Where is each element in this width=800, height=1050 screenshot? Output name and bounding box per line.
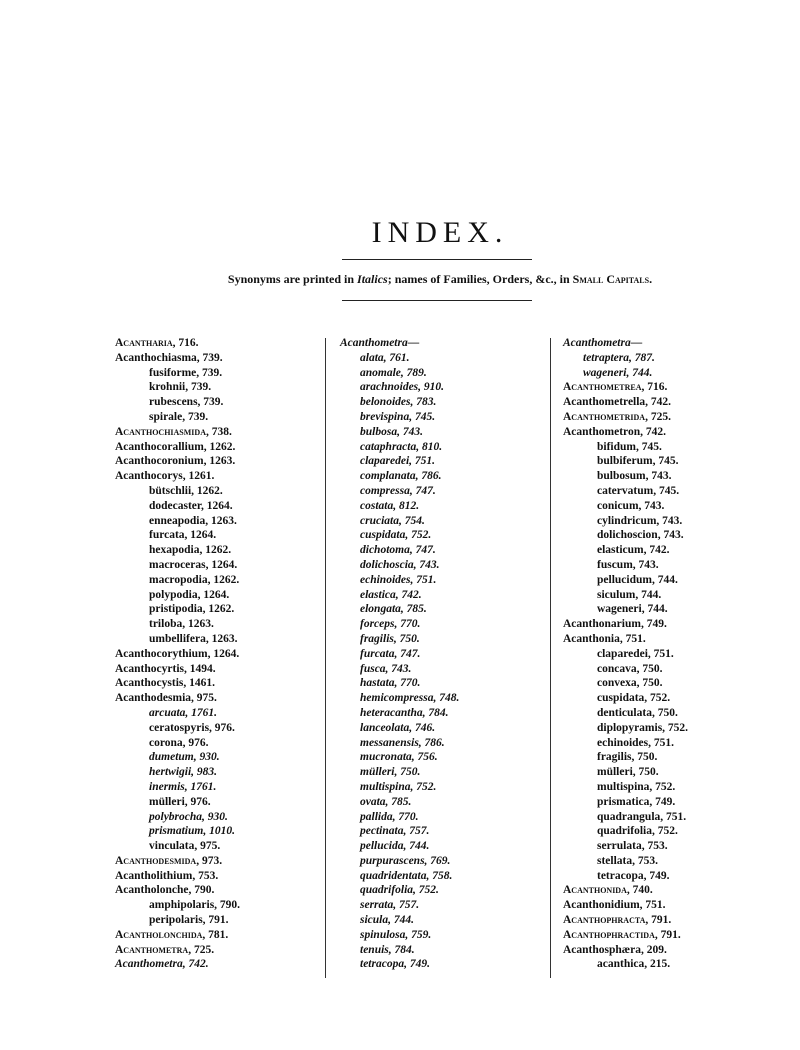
index-entry: hexapodia, 1262. bbox=[149, 544, 232, 557]
index-entry: spirale, 739. bbox=[149, 410, 209, 423]
index-entry: peripolaris, 791. bbox=[149, 914, 229, 927]
index-entry: Acanthochiasmida, 738. bbox=[115, 425, 232, 438]
index-entry: bulbosa, 743. bbox=[360, 425, 423, 438]
index-entry: pectinata, 757. bbox=[360, 825, 430, 838]
index-entry: fragilis, 750. bbox=[597, 751, 658, 764]
index-entry: macroceras, 1264. bbox=[149, 558, 238, 571]
index-entry: ovata, 785. bbox=[360, 795, 412, 808]
index-column-2 bbox=[340, 336, 540, 972]
index-entry: Acanthometrella, 742. bbox=[563, 396, 672, 409]
index-entry: enneapodia, 1263. bbox=[149, 514, 237, 527]
index-entry: Acanthonia, 751. bbox=[563, 632, 646, 645]
index-entry: cruciata, 754. bbox=[360, 514, 425, 527]
index-entry: vinculata, 975. bbox=[149, 840, 221, 853]
index-entry: serrata, 757. bbox=[360, 899, 420, 912]
index-entry: hastata, 770. bbox=[360, 677, 421, 690]
index-entry: Acantholithium, 753. bbox=[115, 869, 219, 882]
index-entry: convexa, 750. bbox=[597, 677, 663, 690]
index-entry: quadrangula, 751. bbox=[597, 810, 687, 823]
index-entry: dumetum, 930. bbox=[149, 751, 220, 764]
index-entry: mülleri, 976. bbox=[149, 795, 211, 808]
index-entry: tenuis, 784. bbox=[360, 943, 415, 956]
index-entry: wageneri, 744. bbox=[583, 366, 653, 379]
index-entry: elasticum, 742. bbox=[597, 544, 670, 557]
index-entry: concava, 750. bbox=[597, 662, 663, 675]
index-entry: Acanthocorallium, 1262. bbox=[115, 440, 236, 453]
index-entry: Acanthocoronium, 1263. bbox=[115, 455, 236, 468]
index-entry: multispina, 752. bbox=[597, 780, 676, 793]
index-entry: Acanthometra, 725. bbox=[115, 943, 215, 956]
index-entry: tetracopa, 749. bbox=[597, 869, 670, 882]
index-entry: conicum, 743. bbox=[597, 499, 665, 512]
index-entry: mucronata, 756. bbox=[360, 751, 438, 764]
index-entry: tetraptera, 787. bbox=[583, 351, 655, 364]
index-entry: arcuata, 1761. bbox=[149, 706, 218, 719]
index-entry: hertwigii, 983. bbox=[149, 766, 218, 779]
index-entry: fragilis, 750. bbox=[360, 632, 420, 645]
column-divider bbox=[325, 338, 326, 978]
index-entry: echinoides, 751. bbox=[360, 573, 437, 586]
index-entry: Acanthonidium, 751. bbox=[563, 899, 666, 912]
index-entry: Acanthodesmida, 973. bbox=[115, 854, 223, 867]
index-entry: pristipodia, 1262. bbox=[149, 603, 235, 616]
index-entry: elastica, 742. bbox=[360, 588, 422, 601]
index-entry: Acanthonarium, 749. bbox=[563, 618, 667, 631]
index-entry: elongata, 785. bbox=[360, 603, 427, 616]
index-entry: claparedei, 751. bbox=[597, 647, 674, 660]
index-entry: fusiforme, 739. bbox=[149, 366, 223, 379]
index-column-1 bbox=[115, 336, 320, 972]
index-entry: costata, 812. bbox=[360, 499, 420, 512]
index-entry: polybrocha, 930. bbox=[149, 810, 228, 823]
index-entry: denticulata, 750. bbox=[597, 706, 678, 719]
index-entry: furcata, 747. bbox=[360, 647, 421, 660]
index-entry: arachnoides, 910. bbox=[360, 381, 445, 394]
index-entry: forceps, 770. bbox=[360, 618, 421, 631]
index-entry: quadrifolia, 752. bbox=[597, 825, 678, 838]
index-entry: Acanthometra— bbox=[563, 337, 643, 349]
title-rule-top bbox=[342, 259, 532, 260]
index-entry: bütschlii, 1262. bbox=[149, 484, 223, 497]
index-entry: amphipolaris, 790. bbox=[149, 899, 241, 912]
index-entry: rubescens, 739. bbox=[149, 396, 224, 409]
index-entry: Acanthocorythium, 1264. bbox=[115, 647, 240, 660]
index-entry: Acanthocystis, 1461. bbox=[115, 677, 215, 690]
index-entry: purpurascens, 769. bbox=[360, 854, 451, 867]
index-entry: heteracantha, 784. bbox=[360, 706, 449, 719]
title-rule-bottom bbox=[342, 300, 532, 301]
index-entry: Acanthometron, 742. bbox=[563, 425, 666, 438]
index-entry: cataphracta, 810. bbox=[360, 440, 443, 453]
index-entry: dodecaster, 1264. bbox=[149, 499, 233, 512]
index-entry: inermis, 1761. bbox=[149, 780, 217, 793]
index-entry: spinulosa, 759. bbox=[360, 928, 432, 941]
index-entry: cuspidata, 752. bbox=[360, 529, 432, 542]
index-entry: Acanthodesmia, 975. bbox=[115, 692, 217, 705]
index-entry: quadridentata, 758. bbox=[360, 869, 453, 882]
index-column-3 bbox=[563, 336, 763, 972]
index-entry: Acanthocyrtis, 1494. bbox=[115, 662, 216, 675]
index-entry: fuscum, 743. bbox=[597, 558, 659, 571]
index-entry: hemicompressa, 748. bbox=[360, 692, 460, 705]
subtitle-part2: ; names of Families, Orders, &c., in bbox=[387, 272, 573, 286]
index-entry: lanceolata, 746. bbox=[360, 721, 436, 734]
index-entry: acanthica, 215. bbox=[597, 958, 671, 971]
index-entry: pallida, 770. bbox=[360, 810, 419, 823]
index-entry: echinoides, 751. bbox=[597, 736, 674, 749]
index-entry: Acanthometrea, 716. bbox=[563, 381, 668, 394]
index-entry: compressa, 747. bbox=[360, 484, 436, 497]
index-entry: anomale, 789. bbox=[360, 366, 427, 379]
index-entry: wageneri, 744. bbox=[597, 603, 668, 616]
index-entry: Acanthonida, 740. bbox=[563, 884, 653, 897]
index-entry: bifidum, 745. bbox=[597, 440, 662, 453]
index-entry: Acanthometra, 742. bbox=[115, 958, 209, 971]
index-entry: cylindricum, 743. bbox=[597, 514, 683, 527]
index-entry: Acanthophracta, 791. bbox=[563, 914, 672, 927]
index-entry: sicula, 744. bbox=[360, 914, 414, 927]
page-title: INDEX. bbox=[371, 216, 509, 250]
index-entry: complanata, 786. bbox=[360, 470, 442, 483]
index-entry: stellata, 753. bbox=[597, 854, 659, 867]
index-entry: furcata, 1264. bbox=[149, 529, 217, 542]
index-entry: macropodia, 1262. bbox=[149, 573, 240, 586]
index-entry: dichotoma, 747. bbox=[360, 544, 436, 557]
index-entry: Acanthosphæra, 209. bbox=[563, 943, 667, 956]
index-entry: alata, 761. bbox=[360, 351, 410, 364]
index-entry: serrulata, 753. bbox=[597, 840, 668, 853]
index-entry: krohnii, 739. bbox=[149, 381, 212, 394]
index-entry: fusca, 743. bbox=[360, 662, 412, 675]
index-entry: umbellifera, 1263. bbox=[149, 632, 238, 645]
subtitle-part3: . bbox=[649, 272, 653, 286]
subtitle-italics: Italics bbox=[357, 272, 388, 286]
column-divider bbox=[550, 338, 551, 978]
index-entry: Acantharia, 716. bbox=[115, 337, 199, 349]
index-entry: mülleri, 750. bbox=[597, 766, 659, 779]
index-entry: Acanthochiasma, 739. bbox=[115, 351, 223, 364]
index-entry: pellucidum, 744. bbox=[597, 573, 678, 586]
index-entry: Acanthocorys, 1261. bbox=[115, 470, 215, 483]
index-entry: Acantholonche, 790. bbox=[115, 884, 215, 897]
index-entry: corona, 976. bbox=[149, 736, 209, 749]
index-entry: multispina, 752. bbox=[360, 780, 437, 793]
index-entry: messanensis, 786. bbox=[360, 736, 445, 749]
index-entry: Acantholonchida, 781. bbox=[115, 928, 229, 941]
index-entry: quadrifolia, 752. bbox=[360, 884, 439, 897]
index-entry: catervatum, 745. bbox=[597, 484, 680, 497]
index-entry: Acanthometrida, 725. bbox=[563, 410, 671, 423]
index-entry: claparedei, 751. bbox=[360, 455, 436, 468]
index-entry: mülleri, 750. bbox=[360, 766, 421, 779]
index-entry: dolichoscion, 743. bbox=[597, 529, 684, 542]
index-entry: prismatium, 1010. bbox=[149, 825, 235, 838]
index-entry: Acanthometra— bbox=[340, 337, 420, 349]
index-entry: brevispina, 745. bbox=[360, 410, 436, 423]
index-entry: dolichoscia, 743. bbox=[360, 558, 440, 571]
index-entry: tetracopa, 749. bbox=[360, 958, 430, 971]
index-entry: pellucida, 744. bbox=[360, 840, 430, 853]
index-subtitle bbox=[0, 272, 800, 287]
index-entry: belonoides, 783. bbox=[360, 396, 437, 409]
index-entry: diplopyramis, 752. bbox=[597, 721, 689, 734]
index-entry: ceratospyris, 976. bbox=[149, 721, 235, 734]
index-entry: bulbosum, 743. bbox=[597, 470, 672, 483]
index-entry: triloba, 1263. bbox=[149, 618, 214, 631]
subtitle-small-caps: Small Capitals bbox=[572, 272, 650, 286]
index-entry: Acanthophractida, 791. bbox=[563, 928, 681, 941]
index-entry: cuspidata, 752. bbox=[597, 692, 671, 705]
index-entry: prismatica, 749. bbox=[597, 795, 676, 808]
index-entry: siculum, 744. bbox=[597, 588, 662, 601]
subtitle-part1: Synonyms are printed in bbox=[227, 272, 358, 286]
index-entry: polypodia, 1264. bbox=[149, 588, 230, 601]
index-entry: bulbiferum, 745. bbox=[597, 455, 679, 468]
